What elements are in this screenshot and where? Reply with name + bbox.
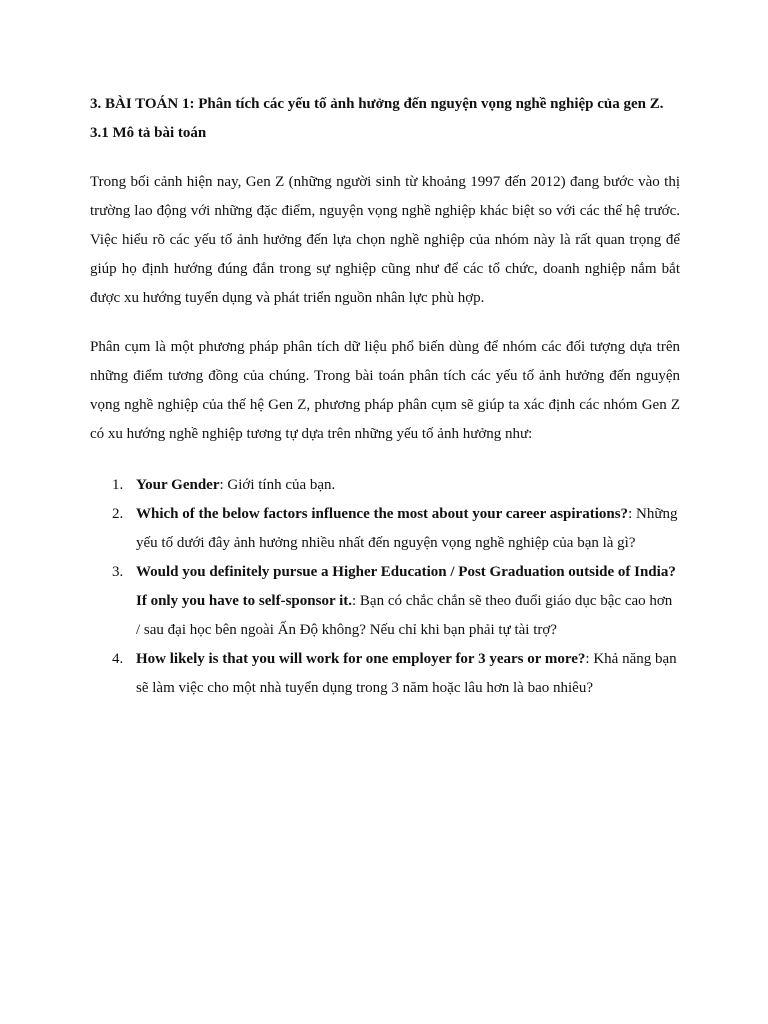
list-item-translation: : Bạn có chắc chắn sẽ theo đuổi giáo dục bậc cao hơn / sau đại học bên ngoài Ấn Độ không? Nếu chỉ khi bạn phải tự tài trợ?: [136, 593, 673, 638]
list-item-question: Your Gender: [136, 477, 220, 493]
list-item-number: 3.: [112, 564, 124, 580]
list-item-translation: : Giới tính của bạn.: [219, 477, 336, 493]
list-item: [90, 558, 680, 645]
section-title: 3. BÀI TOÁN 1: Phân tích các yếu tố ảnh hưởng đến nguyện vọng nghề nghiệp của gen Z.: [90, 96, 664, 112]
list-item-number: 4.: [112, 651, 124, 667]
list-item: [90, 471, 680, 500]
clustering-paragraph: Phân cụm là một phương pháp phân tích dữ liệu phổ biến dùng để nhóm các đối tượng dựa trên những điểm tương đồng của chúng. Trong bài toán phân tích các yếu tố ảnh hưởng đến nguyện vọng nghề nghiệp của thế hệ Gen Z, phương pháp phân cụm sẽ giúp ta xác định các nhóm Gen Z có xu hướng nghề nghiệp tương tự dựa trên những yếu tố ảnh hưởng như:: [90, 339, 680, 442]
list-item-question: Which of the below factors influence the most about your career aspirations?: [136, 506, 629, 522]
list-item-translation: : Những yếu tố dưới đây ảnh hưởng nhiều nhất đến nguyện vọng nghề nghiệp của bạn là gì?: [136, 506, 678, 551]
factor-list: [90, 471, 680, 703]
document-page: [90, 90, 680, 703]
list-item-number: 2.: [112, 506, 124, 522]
subsection-title: 3.1 Mô tả bài toán: [90, 125, 207, 141]
list-item-number: 1.: [112, 477, 124, 493]
list-item: [90, 500, 680, 558]
list-item-question: How likely is that you will work for one employer for 3 years or more?: [136, 651, 586, 667]
list-item-question: Would you definitely pursue a Higher Education / Post Graduation outside of India? If only you have to self-sponsor it.: [136, 564, 676, 609]
list-item: [90, 645, 680, 703]
intro-paragraph: Trong bối cảnh hiện nay, Gen Z (những người sinh từ khoảng 1997 đến 2012) đang bước vào thị trường lao động với những đặc điểm, nguyện vọng nghề nghiệp khác biệt so với các thế hệ trước. Việc hiểu rõ các yếu tố ảnh hưởng đến lựa chọn nghề nghiệp của nhóm này là rất quan trọng để giúp họ định hướng đúng đắn trong sự nghiệp cũng như để các tổ chức, doanh nghiệp nắm bắt được xu hướng tuyển dụng và phát triển nguồn nhân lực phù hợp.: [90, 174, 680, 306]
list-item-translation: : Khả năng bạn sẽ làm việc cho một nhà tuyển dụng trong 3 năm hoặc lâu hơn là bao nhiêu?: [136, 651, 677, 696]
